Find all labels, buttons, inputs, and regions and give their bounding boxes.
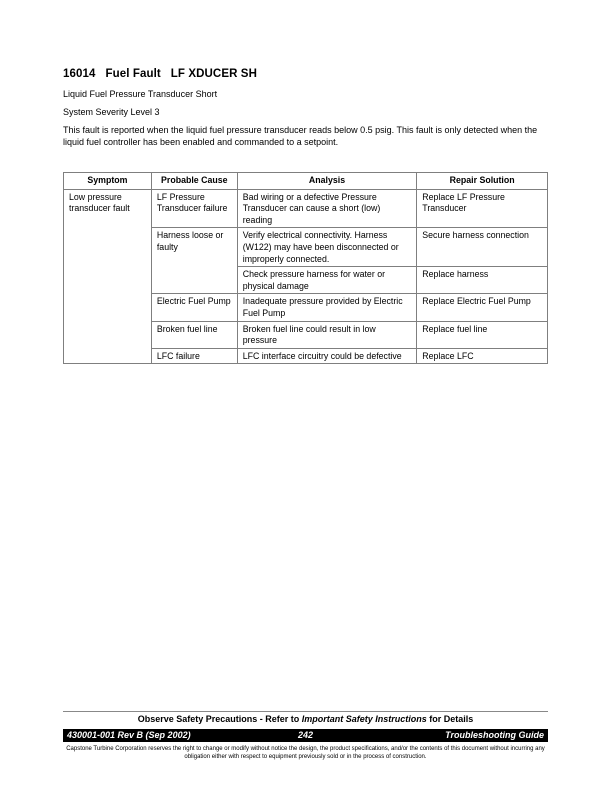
cause-cell: Harness loose or faulty [151,228,237,294]
cause-cell: LF Pressure Transducer failure [151,189,237,228]
document-id: 430001-001 Rev B (Sep 2002) [67,730,191,740]
symptom-cell: Low pressure transducer fault [64,189,152,364]
safety-instructions-reference: Important Safety Instructions [301,714,427,724]
analysis-cell: Bad wiring or a defective Pressure Transducer can cause a short (low) reading [237,189,417,228]
page-number: 242 [297,730,314,740]
analysis-cell: Verify electrical connectivity. Harness (W122) may have been disconnected or improperly connected. [237,228,417,267]
analysis-cell: Broken fuel line could result in low pressure [237,321,417,348]
repair-cell: Replace LFC [417,348,548,364]
table-row [64,189,548,228]
fault-name: Fuel Fault [105,68,161,80]
analysis-cell: Inadequate pressure provided by Electric Fuel Pump [237,294,417,321]
column-header-probable-cause: Probable Cause [151,173,237,190]
table-header-row [64,173,548,190]
analysis-cell: LFC interface circuitry could be defective [237,348,417,364]
guide-title: Troubleshooting Guide [445,730,544,740]
safety-notice [63,714,548,724]
cause-cell: Broken fuel line [151,321,237,348]
column-header-analysis: Analysis [237,173,417,190]
cause-cell: LFC failure [151,348,237,364]
footer-divider [63,711,548,712]
repair-cell: Replace Electric Fuel Pump [417,294,548,321]
fault-code: 16014 [63,68,96,80]
cause-cell: Electric Fuel Pump [151,294,237,321]
repair-cell: Replace LF Pressure Transducer [417,189,548,228]
legal-disclaimer: Capstone Turbine Corporation reserves the right to change or modify without notice the design, the product specifications, and/or the contents of this document without incurring any obligation either with respect to equipment previously sold or in the process of construction. [66,746,545,760]
safety-notice-suffix: for Details [426,714,474,724]
column-header-symptom: Symptom [64,173,152,190]
fault-description: This fault is reported when the liquid fuel pressure transducer reads below 0.5 psig. This fault is only detected when the liquid fuel controller has been enabled and commanded to a setpoint. [63,125,538,147]
repair-cell: Secure harness connection [417,228,548,267]
repair-cell: Replace fuel line [417,321,548,348]
analysis-cell: Check pressure harness for water or physical damage [237,267,417,294]
troubleshooting-table [63,172,548,364]
footer-bar [63,729,548,742]
column-header-repair-solution: Repair Solution [417,173,548,190]
severity-level: System Severity Level 3 [63,107,160,117]
fault-short-name: LF XDUCER SH [170,68,257,80]
page-title [63,68,267,80]
repair-cell: Replace harness [417,267,548,294]
fault-subtitle: Liquid Fuel Pressure Transducer Short [63,89,218,99]
safety-notice-prefix: Observe Safety Precautions - Refer to [137,714,302,724]
